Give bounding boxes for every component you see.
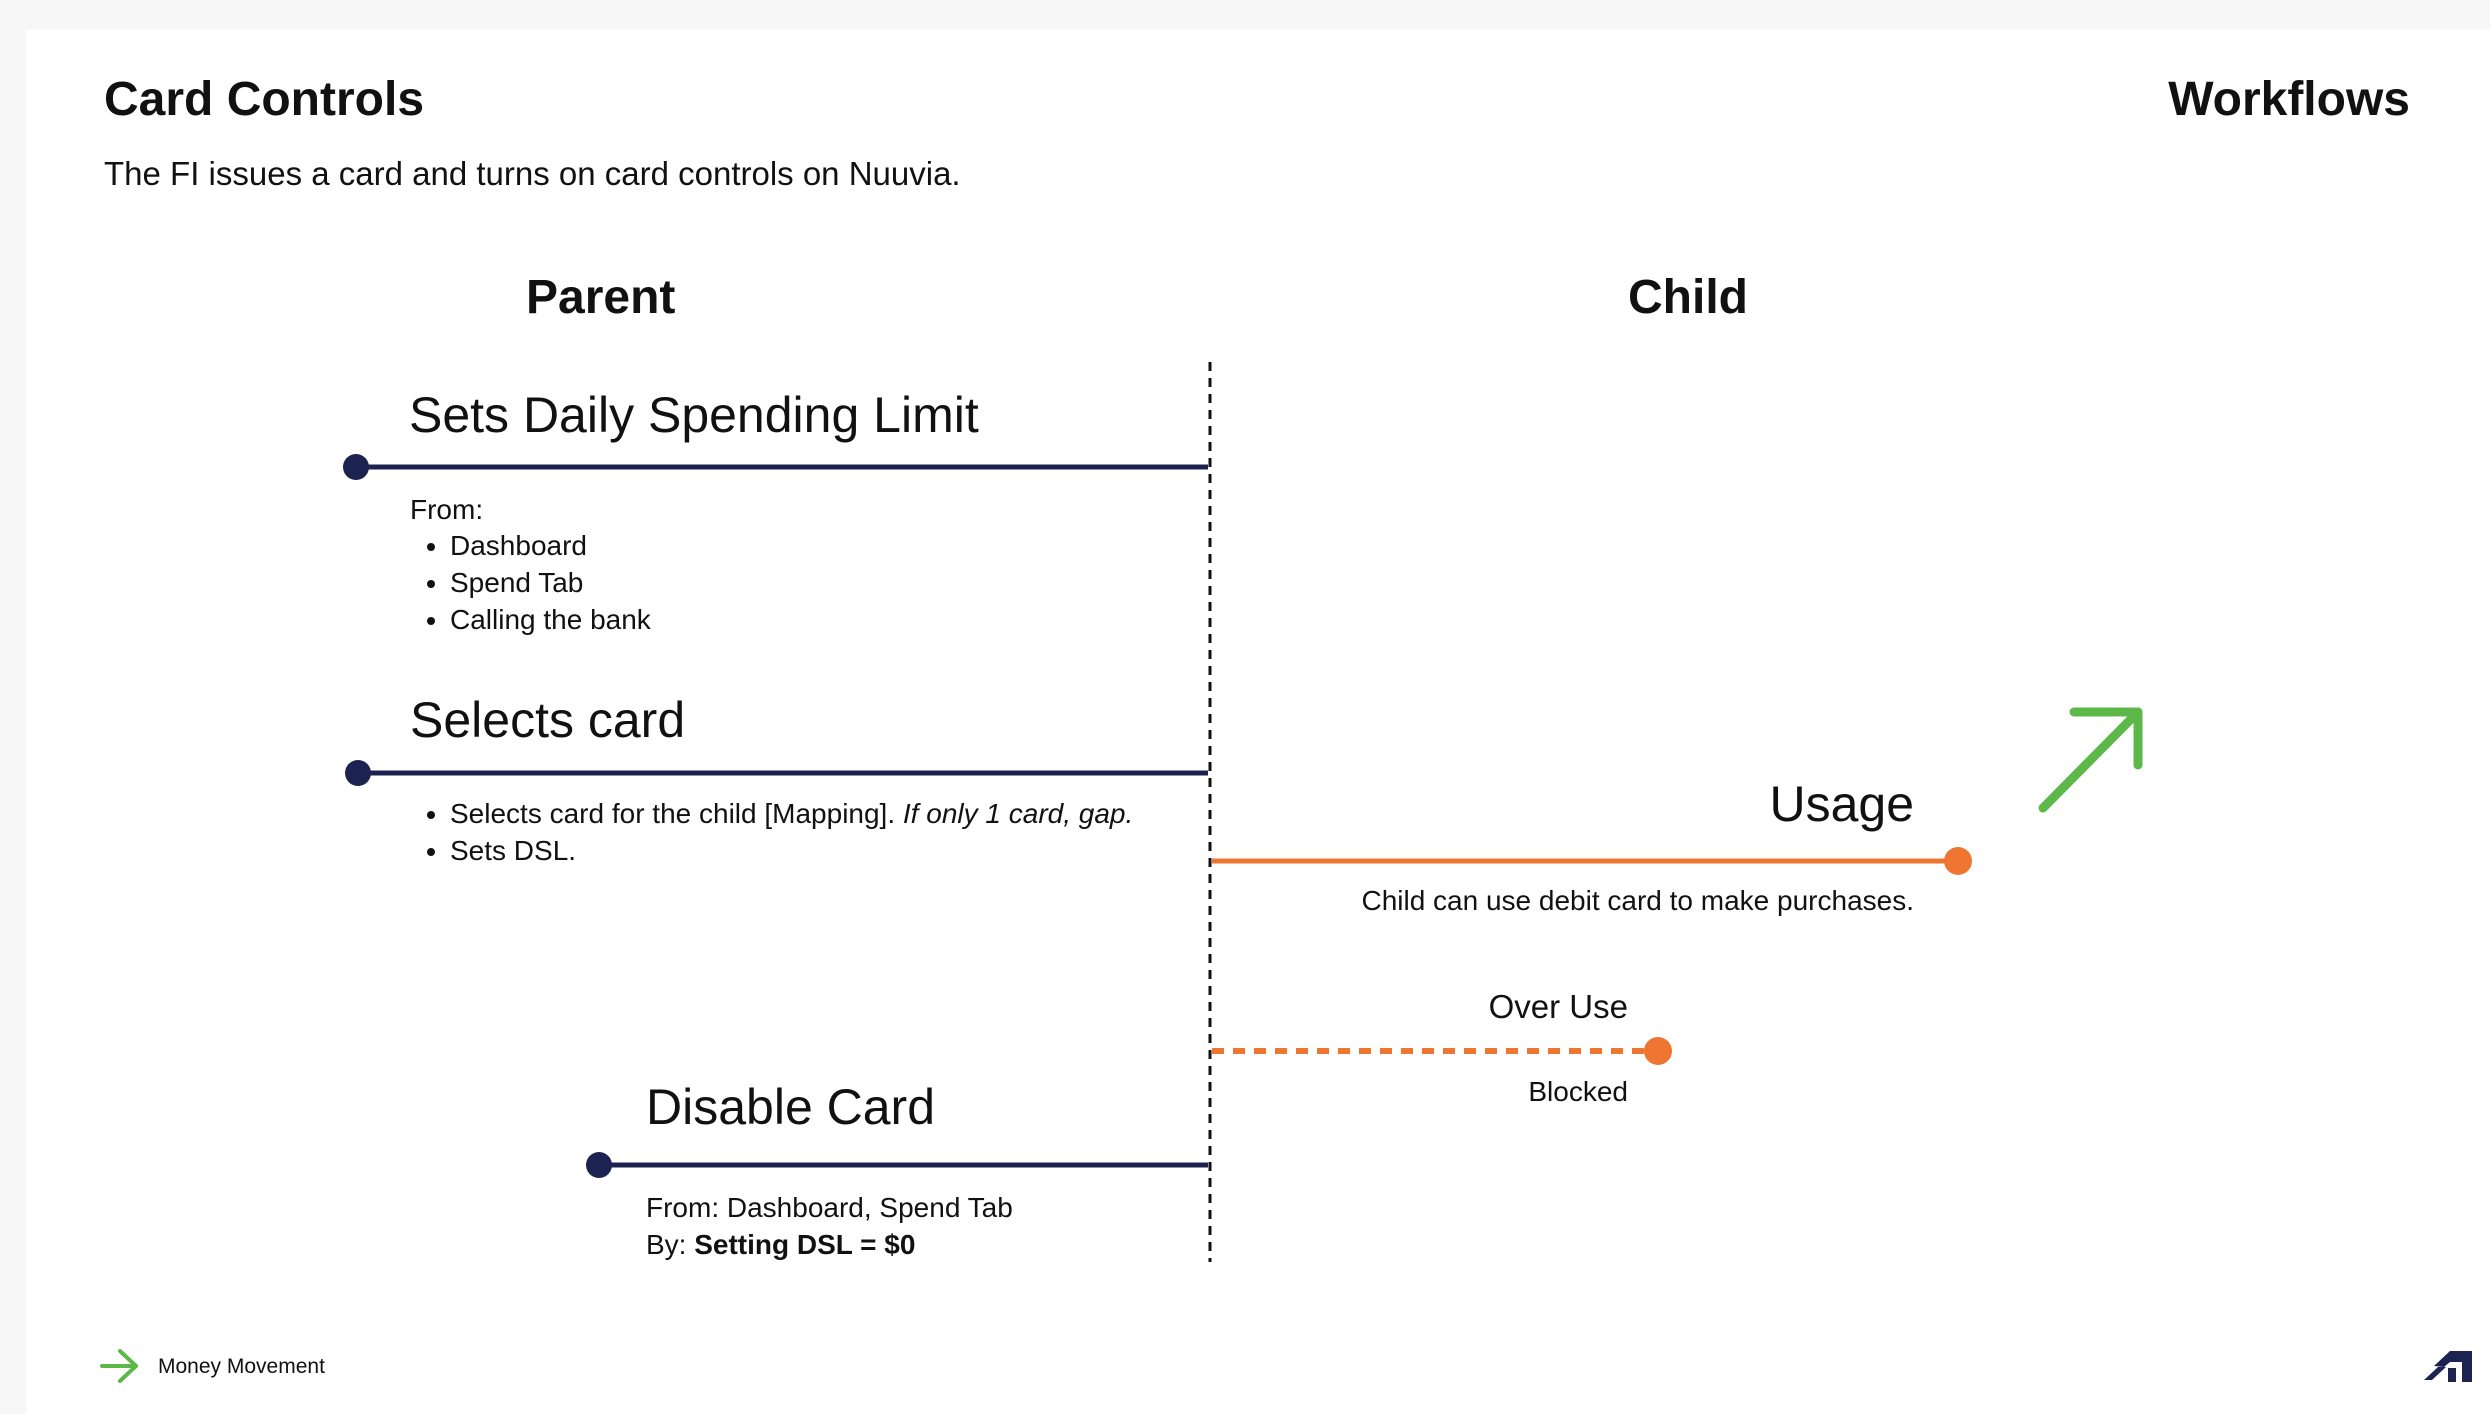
- select-card-mapping-text: Selects card for the child [Mapping].: [450, 798, 903, 829]
- over-use-status: Blocked: [1528, 1076, 1628, 1107]
- disable-card-node: [586, 1152, 612, 1178]
- list-item: [450, 795, 1133, 832]
- select-card-node: [345, 760, 371, 786]
- daily-limit-title: Sets Daily Spending Limit: [409, 387, 979, 443]
- disable-card-from: From: Dashboard, Spend Tab: [646, 1192, 1013, 1223]
- section-title: Workflows: [2168, 73, 2410, 126]
- page-subtitle: The FI issues a card and turns on card controls on Nuuvia.: [104, 155, 961, 192]
- list-item: • Sets DSL.: [450, 832, 1133, 869]
- footer-label: Money Movement: [158, 1355, 325, 1378]
- child-column-heading: Child: [1628, 271, 1748, 324]
- brand-logo-icon: [2422, 1346, 2474, 1386]
- select-card-title: Selects card: [410, 692, 686, 748]
- daily-limit-node: [343, 454, 369, 480]
- disable-card-title: Disable Card: [646, 1079, 936, 1135]
- over-use-node: [1644, 1037, 1672, 1065]
- usage-title: Usage: [1769, 776, 1914, 832]
- list-item: • Dashboard: [450, 527, 651, 564]
- arrow-up-right-icon: [2043, 712, 2138, 808]
- over-use-title: Over Use: [1488, 988, 1628, 1025]
- page-title: Card Controls: [104, 73, 425, 126]
- arrow-right-icon: [98, 1346, 142, 1386]
- usage-description: Child can use debit card to make purchases.: [1361, 885, 1914, 916]
- disable-card-by-label: By:: [646, 1229, 695, 1260]
- daily-limit-source-list: [410, 527, 651, 638]
- select-card-gap-note: If only 1 card, gap.: [902, 798, 1134, 829]
- disable-card-method: [646, 1226, 915, 1263]
- list-item: • Spend Tab: [450, 564, 651, 601]
- select-card-detail-list: [410, 795, 1133, 869]
- daily-limit-from-label: From:: [410, 494, 484, 525]
- parent-column-heading: Parent: [526, 271, 676, 324]
- list-item: • Calling the bank: [450, 601, 651, 638]
- disable-card-by-value: Setting DSL = $0: [694, 1229, 916, 1260]
- usage-node: [1944, 847, 1972, 875]
